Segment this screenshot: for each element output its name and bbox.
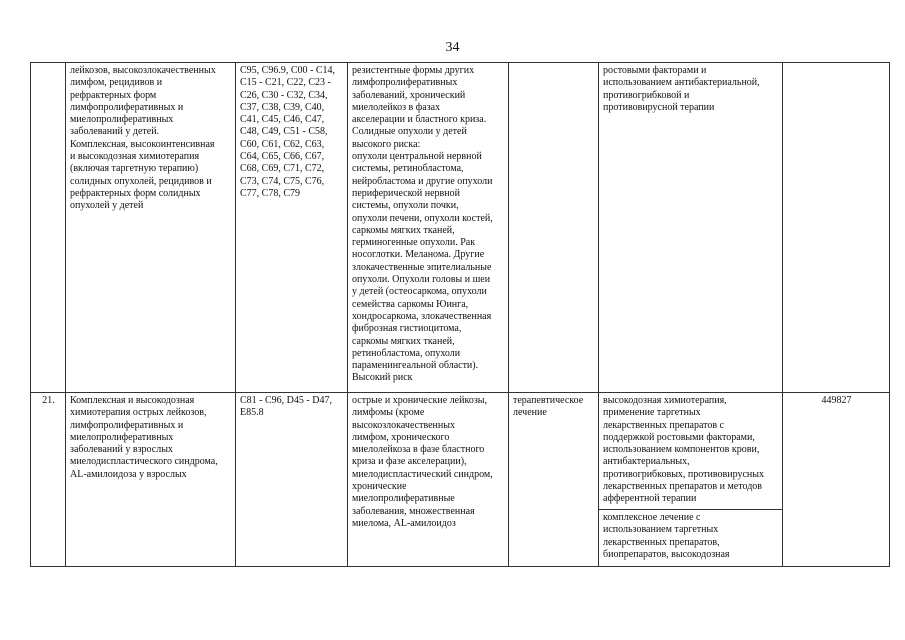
table-row [31, 63, 890, 393]
cost-cell: 449827 [783, 393, 890, 567]
page-number: 34 [445, 40, 460, 55]
cost-cell [783, 63, 890, 393]
patient-model-cell: резистентные формы других лимфопролиферативных заболеваний, хронический миелолейкоз в фазах акселерации и бластного криза. Солидные опухоли у детей высокого риска: опухоли центральной нервной системы, ретинобластома, нейробластома и другие опухоли периферической нервной системы, опухоли почки, опухоли печени, опухоли костей, саркомы мягких тканей, герминогенные опухоли. Рак носоглотки. Меланома. Другие злокачественные эпителиальные опухоли. Опухоли головы и шеи у детей (остеосаркома, опухоли семейства саркомы Юинга, хондросаркома, злокачественная фиброзная гистиоцитома, саркомы мягких тканей, ретинобластома, опухоли параменингеальной области). Высокий риск [348, 63, 509, 393]
treatment-type-cell: терапевтическое лечение [509, 393, 599, 567]
icd-codes-cell: C81 - C96, D45 - D47, E85.8 [236, 393, 348, 567]
treatment-type-cell [509, 63, 599, 393]
table-row [31, 393, 890, 510]
row-number [31, 63, 66, 393]
treatment-method-cell: ростовыми факторами и использованием антибактериальной, противогрибковой и противовирусной терапии [599, 63, 783, 393]
medical-care-table [30, 62, 890, 567]
care-name-cell: Комплексная и высокодозная химиотерапия острых лейкозов, лимфопролиферативных и миелопролиферативных заболеваний у взрослых миелодиспластического синдрома, AL-амилоидоза у взрослых [66, 393, 236, 567]
treatment-method-cell: комплексное лечение с использованием таргетных лекарственных препаратов, биопрепаратов, высокодозная [599, 510, 783, 567]
patient-model-cell: острые и хронические лейкозы, лимфомы (кроме высокозлокачественных лимфом, хронического миелолейкоза в фазе бластного криза и фазе акселерации), миелодиспластический синдром, хронические миелопролиферативные заболевания, множественная миелома, AL-амилоидоз [348, 393, 509, 567]
care-name-cell: лейкозов, высокозлокачественных лимфом, рецидивов и рефрактерных форм лимфопролиферативных и миелопролиферативных заболеваний у детей. Комплексная, высокоинтенсивная и высокодозная химиотерапия (включая таргетную терапию) солидных опухолей, рецидивов и рефрактерных форм солидных опухолей у детей [66, 63, 236, 393]
icd-codes-cell: C95, C96.9, C00 - C14, C15 - C21, C22, C23 - C26, C30 - C32, C34, C37, C38, C39, C40, C41, C45, C46, C47, C48, C49, C51 - C58, C60, C61, C62, C63, C64, C65, C66, C67, C68, C69, C71, C72, C73, C74, C75, C76, C77, C78, C79 [236, 63, 348, 393]
row-number: 21. [31, 393, 66, 567]
treatment-method-cell: высокодозная химиотерапия, применение таргетных лекарственных препаратов с поддержкой ростовыми факторами, использованием компонентов крови, антибактериальных, противогрибковых, противовирусных лекарственных препаратов и методов афферентной терапии [599, 393, 783, 510]
